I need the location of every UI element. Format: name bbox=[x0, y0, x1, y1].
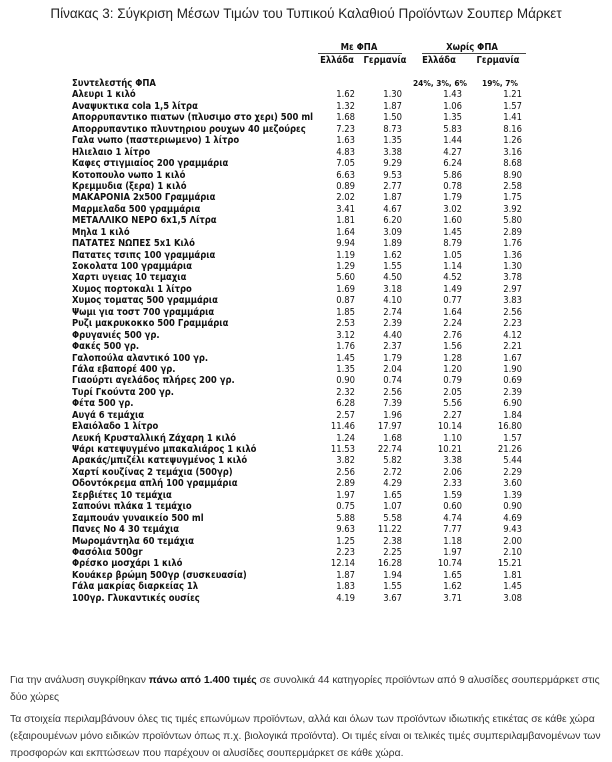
product-name: Απορρυπαντικο πλυντηριου ρουχων 40 μεζούρες bbox=[72, 123, 306, 135]
table-row bbox=[70, 364, 544, 375]
price-greece-vat: 2.56 bbox=[336, 466, 355, 478]
price-germany-vat: 3.67 bbox=[383, 592, 402, 604]
product-name: Απορρυπαντικο πιατων (πλυσιμο στο χερι) 500 ml bbox=[72, 112, 314, 124]
price-greece-vat: 2.57 bbox=[336, 409, 355, 421]
product-name: Σοκολατα 100 γραμμάρια bbox=[72, 261, 193, 272]
price-greece-novat: 1.20 bbox=[443, 363, 462, 375]
price-germany-vat: 2.56 bbox=[383, 386, 402, 398]
table-row bbox=[70, 581, 544, 592]
price-greece-vat: 0.90 bbox=[336, 375, 355, 387]
table-row bbox=[70, 547, 544, 558]
price-germany-vat: 2.77 bbox=[383, 180, 402, 192]
table-row bbox=[70, 421, 544, 432]
price-greece-novat: 4.52 bbox=[443, 272, 462, 284]
group-underline-without-vat bbox=[422, 53, 526, 54]
product-name: Οδοντόκρεμα απλή 100 γραμμάρια bbox=[72, 478, 238, 490]
price-germany-vat: 2.04 bbox=[383, 363, 402, 375]
price-greece-novat: 8.79 bbox=[443, 238, 462, 250]
product-name: Λευκή Κρυσταλλική Ζάχαρη 1 κιλό bbox=[72, 432, 237, 444]
table-row bbox=[70, 112, 544, 123]
price-greece-novat: 1.45 bbox=[443, 226, 462, 238]
price-germany-novat: 16.80 bbox=[497, 421, 522, 433]
price-germany-vat: 22.74 bbox=[377, 444, 402, 455]
price-greece-novat: 2.05 bbox=[443, 386, 462, 398]
product-name: Κοτοπουλο νωπο 1 κιλό bbox=[72, 169, 186, 181]
product-name: Κρεμμυδια (ξερα) 1 κιλό bbox=[72, 180, 187, 192]
table-row bbox=[70, 593, 544, 604]
price-germany-novat: 8.68 bbox=[503, 158, 522, 170]
price-greece-vat: 1.19 bbox=[336, 249, 355, 261]
table-row bbox=[70, 307, 544, 318]
price-germany-vat: 11.22 bbox=[377, 524, 402, 536]
table-row bbox=[70, 284, 544, 295]
product-name: Ψάρι κατεψυγμένο μπακαλιάρος 1 κιλό bbox=[72, 444, 257, 455]
table-row bbox=[70, 375, 544, 386]
table-row bbox=[70, 192, 544, 203]
price-greece-novat: 0.79 bbox=[443, 375, 462, 387]
vat-rate-germany: 19%, 7% bbox=[482, 78, 518, 88]
table-row bbox=[70, 101, 544, 112]
price-greece-novat: 1.59 bbox=[443, 489, 462, 501]
product-name: Πανες Νο 4 30 τεμάχια bbox=[72, 524, 180, 536]
price-germany-novat: 3.60 bbox=[503, 478, 522, 490]
price-greece-novat: 2.24 bbox=[443, 318, 462, 330]
product-name: Μωρομάντηλα 60 τεμάχια bbox=[72, 535, 195, 547]
price-greece-novat: 5.86 bbox=[443, 169, 462, 181]
price-germany-novat: 2.56 bbox=[503, 306, 522, 318]
price-germany-novat: 1.36 bbox=[503, 249, 522, 261]
price-germany-novat: 2.97 bbox=[503, 283, 522, 295]
table-row bbox=[70, 570, 544, 581]
price-greece-vat: 5.60 bbox=[336, 272, 355, 284]
price-germany-vat: 2.72 bbox=[383, 466, 402, 478]
product-name: Φακές 500 γρ. bbox=[72, 341, 140, 353]
price-greece-vat: 1.64 bbox=[336, 226, 355, 238]
table-row bbox=[70, 170, 544, 181]
table-row bbox=[70, 558, 544, 569]
price-greece-vat: 1.69 bbox=[336, 283, 355, 295]
price-germany-vat: 1.94 bbox=[383, 569, 402, 581]
table-row bbox=[70, 227, 544, 238]
product-name: ΠΑΤΑΤΕΣ ΝΩΠΕΣ 5x1 Κιλό bbox=[72, 238, 195, 250]
price-greece-novat: 1.64 bbox=[443, 306, 462, 318]
price-germany-novat: 1.39 bbox=[503, 489, 522, 501]
price-germany-novat: 2.58 bbox=[503, 180, 522, 192]
price-greece-vat: 1.83 bbox=[336, 581, 355, 593]
price-greece-vat: 2.53 bbox=[336, 318, 355, 330]
product-name: Σαπούνι πλάκα 1 τεμάχιο bbox=[72, 501, 192, 513]
product-name: Χαρτι υγειας 10 τεμαχια bbox=[72, 272, 187, 284]
table-row bbox=[70, 89, 544, 100]
price-greece-novat: 1.44 bbox=[443, 135, 462, 147]
price-germany-vat: 4.10 bbox=[383, 295, 402, 307]
price-greece-novat: 0.78 bbox=[443, 180, 462, 192]
price-greece-vat: 1.68 bbox=[336, 112, 355, 124]
price-germany-vat: 1.87 bbox=[383, 192, 402, 204]
price-greece-vat: 1.62 bbox=[336, 89, 355, 101]
price-greece-novat: 3.38 bbox=[443, 455, 462, 467]
product-name: Γάλα εβαπορέ 400 γρ. bbox=[72, 363, 176, 375]
price-greece-novat: 1.97 bbox=[443, 546, 462, 558]
price-germany-novat: 2.23 bbox=[503, 318, 522, 330]
price-greece-vat: 0.75 bbox=[336, 501, 355, 513]
price-germany-vat: 4.40 bbox=[383, 329, 402, 341]
price-germany-vat: 4.67 bbox=[383, 203, 402, 215]
product-name: Ρυζι μακρυκοκκο 500 Γραμμάρια bbox=[72, 318, 229, 330]
product-name: Κουάκερ βρώμη 500γρ (συσκευασία) bbox=[72, 569, 247, 581]
price-greece-vat: 1.35 bbox=[336, 363, 355, 375]
price-germany-novat: 2.00 bbox=[503, 535, 522, 547]
price-germany-novat: 1.57 bbox=[503, 432, 522, 444]
table-row bbox=[70, 455, 544, 466]
price-greece-vat: 12.14 bbox=[330, 558, 355, 570]
price-germany-vat: 2.38 bbox=[383, 535, 402, 547]
price-greece-vat: 4.19 bbox=[336, 592, 355, 604]
price-greece-vat: 1.87 bbox=[336, 569, 355, 581]
price-germany-vat: 1.68 bbox=[383, 432, 402, 444]
product-name: Σερβιέτες 10 τεμάχια bbox=[72, 489, 172, 501]
table-row bbox=[70, 181, 544, 192]
price-greece-vat: 2.32 bbox=[336, 386, 355, 398]
table-body bbox=[70, 89, 544, 604]
price-greece-novat: 1.14 bbox=[443, 261, 462, 272]
price-greece-novat: 4.27 bbox=[443, 146, 462, 158]
price-germany-vat: 2.74 bbox=[383, 306, 402, 318]
price-greece-vat: 1.45 bbox=[336, 352, 355, 364]
table-row bbox=[70, 478, 544, 489]
price-germany-novat: 8.16 bbox=[503, 123, 522, 135]
price-germany-novat: 3.08 bbox=[503, 592, 522, 604]
price-germany-vat: 5.82 bbox=[383, 455, 402, 467]
group-header-without-vat: Χωρίς ΦΠΑ bbox=[446, 42, 498, 53]
table-header bbox=[70, 42, 544, 78]
price-greece-novat: 10.21 bbox=[437, 444, 462, 455]
price-germany-novat: 6.90 bbox=[503, 398, 522, 410]
col-header-greece-vat: Ελλάδα bbox=[320, 55, 354, 66]
paragraph-analysis-text-1: Για την ανάλυση συγκρίθηκαν bbox=[10, 675, 149, 686]
col-header-greece-novat: Ελλάδα bbox=[422, 55, 456, 66]
table-title: Πίνακας 3: Σύγκριση Μέσων Τιμών του Τυπικού Καλαθιού Προϊόντων Σουπερ Μάρκετ bbox=[50, 6, 562, 21]
price-germany-novat: 1.26 bbox=[503, 135, 522, 147]
price-greece-novat: 1.28 bbox=[443, 352, 462, 364]
price-greece-vat: 1.63 bbox=[336, 135, 355, 147]
paragraph-analysis-bold: πάνω από 1.400 τιμές bbox=[148, 675, 257, 686]
table-row bbox=[70, 387, 544, 398]
price-germany-vat: 3.09 bbox=[383, 226, 402, 238]
paragraph-analysis bbox=[10, 672, 602, 706]
price-germany-vat: 1.96 bbox=[383, 409, 402, 421]
table-row bbox=[70, 330, 544, 341]
price-greece-vat: 0.89 bbox=[336, 180, 355, 192]
price-table bbox=[70, 42, 544, 604]
price-greece-novat: 2.76 bbox=[443, 329, 462, 341]
price-greece-novat: 5.56 bbox=[443, 398, 462, 410]
price-greece-novat: 1.49 bbox=[443, 283, 462, 295]
product-name: Φρέσκο μοσχάρι 1 κιλό bbox=[72, 558, 183, 570]
price-germany-vat: 1.55 bbox=[383, 261, 402, 272]
product-name: 100γρ. Γλυκαντικές ουσίες bbox=[72, 592, 200, 604]
table-row bbox=[70, 398, 544, 409]
product-name: Γάλα μακρίας διαρκείας 1λ bbox=[72, 581, 199, 593]
price-germany-vat: 3.18 bbox=[383, 283, 402, 295]
table-row bbox=[70, 147, 544, 158]
price-greece-novat: 1.35 bbox=[443, 112, 462, 124]
price-greece-novat: 5.83 bbox=[443, 123, 462, 135]
price-greece-vat: 3.82 bbox=[336, 455, 355, 467]
table-row bbox=[70, 410, 544, 421]
price-greece-novat: 0.60 bbox=[443, 501, 462, 513]
group-header-with-vat: Με ΦΠΑ bbox=[340, 42, 378, 53]
table-row bbox=[70, 158, 544, 169]
price-germany-novat: 1.21 bbox=[503, 89, 522, 101]
product-name: Μηλα 1 κιλό bbox=[72, 226, 130, 238]
price-greece-vat: 7.23 bbox=[336, 123, 355, 135]
price-germany-novat: 1.67 bbox=[503, 352, 522, 364]
price-germany-vat: 8.73 bbox=[383, 123, 402, 135]
price-greece-vat: 11.53 bbox=[330, 444, 355, 455]
table-row bbox=[70, 341, 544, 352]
product-name: ΜΕΤΑΛΛΙΚΟ ΝΕΡΟ 6x1,5 Λίτρα bbox=[72, 215, 217, 227]
price-greece-vat: 7.05 bbox=[336, 158, 355, 170]
price-germany-novat: 3.16 bbox=[503, 146, 522, 158]
table-row bbox=[70, 250, 544, 261]
table-row bbox=[70, 513, 544, 524]
price-germany-vat: 3.38 bbox=[383, 146, 402, 158]
price-germany-vat: 1.87 bbox=[383, 100, 402, 112]
price-germany-vat: 4.29 bbox=[383, 478, 402, 490]
price-germany-novat: 9.43 bbox=[503, 524, 522, 536]
price-greece-vat: 1.97 bbox=[336, 489, 355, 501]
price-germany-novat: 0.69 bbox=[503, 375, 522, 387]
product-name: Αυγά 6 τεμάχια bbox=[72, 409, 145, 421]
table-row bbox=[70, 238, 544, 249]
price-germany-novat: 3.92 bbox=[503, 203, 522, 215]
price-germany-novat: 1.57 bbox=[503, 100, 522, 112]
product-name: Αναψυκτικα cola 1,5 λίτρα bbox=[72, 100, 198, 112]
price-greece-novat: 10.74 bbox=[437, 558, 462, 570]
price-greece-novat: 1.43 bbox=[443, 89, 462, 101]
vat-rate-row bbox=[70, 78, 544, 89]
product-name: Χυμος τοματας 500 γραμμάρια bbox=[72, 295, 218, 307]
price-germany-vat: 1.55 bbox=[383, 581, 402, 593]
price-greece-vat: 11.46 bbox=[330, 421, 355, 433]
price-greece-vat: 2.02 bbox=[336, 192, 355, 204]
product-name: Φρυγανιές 500 γρ. bbox=[72, 329, 160, 341]
paragraph-details: Τα στοιχεία περιλαμβάνουν όλες τις τιμές επωνύμων προϊόντων, αλλά και όλων των προϊόντων ιδιωτικής ετικέτας σε κάθε χώρα (εξαιρουμένων μόνο ειδικών προϊόντων όπως π.χ. βιολογικά προϊόντα). Οι τιμές είναι οι τελικές τιμές συμπεριλαμβανομένων των προσφορών και εκπτώσεων που παρέχουν οι αλυσίδες σουπερμάρκετ σε κάθε χώρα. bbox=[10, 714, 601, 759]
price-germany-vat: 16.28 bbox=[377, 558, 402, 570]
price-greece-novat: 1.56 bbox=[443, 341, 462, 353]
price-germany-novat: 1.76 bbox=[503, 238, 522, 250]
price-germany-novat: 1.90 bbox=[503, 363, 522, 375]
price-germany-novat: 0.90 bbox=[503, 501, 522, 513]
price-germany-novat: 2.39 bbox=[503, 386, 522, 398]
price-greece-novat: 4.74 bbox=[443, 512, 462, 524]
price-greece-vat: 3.12 bbox=[336, 329, 355, 341]
price-germany-vat: 7.39 bbox=[383, 398, 402, 410]
col-header-germany-novat: Γερμανία bbox=[476, 55, 520, 66]
product-name: Φέτα 500 γρ. bbox=[72, 398, 134, 410]
product-name: Ελαιόλαδο 1 λίτρο bbox=[72, 421, 159, 433]
product-name: Χυμος πορτοκαλι 1 λίτρο bbox=[72, 283, 192, 295]
price-greece-vat: 9.63 bbox=[336, 524, 355, 536]
price-greece-novat: 2.27 bbox=[443, 409, 462, 421]
product-name: Πατατες τσιπς 100 γραμμάρια bbox=[72, 249, 216, 261]
product-name: Σαμπουάν γυναικείο 500 ml bbox=[72, 512, 204, 524]
price-greece-vat: 1.76 bbox=[336, 341, 355, 353]
price-germany-vat: 9.53 bbox=[383, 169, 402, 181]
price-germany-vat: 1.65 bbox=[383, 489, 402, 501]
price-germany-novat: 8.90 bbox=[503, 169, 522, 181]
price-greece-novat: 10.14 bbox=[437, 421, 462, 433]
table-row bbox=[70, 295, 544, 306]
price-germany-novat: 2.29 bbox=[503, 466, 522, 478]
product-name: Ηλιελαιο 1 λίτρο bbox=[72, 146, 151, 158]
price-greece-novat: 0.77 bbox=[443, 295, 462, 307]
product-name: Καφες στιγμιαίος 200 γραμμάρια bbox=[72, 158, 229, 170]
price-greece-vat: 1.24 bbox=[336, 432, 355, 444]
price-greece-novat: 2.06 bbox=[443, 466, 462, 478]
table-row bbox=[70, 536, 544, 547]
price-greece-vat: 6.63 bbox=[336, 169, 355, 181]
price-greece-novat: 1.65 bbox=[443, 569, 462, 581]
price-germany-vat: 0.74 bbox=[383, 375, 402, 387]
price-germany-novat: 1.41 bbox=[503, 112, 522, 124]
price-germany-vat: 2.25 bbox=[383, 546, 402, 558]
vat-rate-label: Συντελεστής ΦΠΑ bbox=[72, 78, 156, 89]
price-germany-vat: 1.50 bbox=[383, 112, 402, 124]
table-row bbox=[70, 135, 544, 146]
price-germany-novat: 1.84 bbox=[503, 409, 522, 421]
price-greece-novat: 3.71 bbox=[443, 592, 462, 604]
price-germany-novat: 1.30 bbox=[503, 261, 522, 272]
price-germany-vat: 4.50 bbox=[383, 272, 402, 284]
price-greece-novat: 2.33 bbox=[443, 478, 462, 490]
table-row bbox=[70, 524, 544, 535]
price-germany-novat: 3.78 bbox=[503, 272, 522, 284]
table-row bbox=[70, 124, 544, 135]
table-row bbox=[70, 501, 544, 512]
price-greece-vat: 3.41 bbox=[336, 203, 355, 215]
price-greece-novat: 7.77 bbox=[443, 524, 462, 536]
paragraph-analysis-text-2: σε συνολικά 44 κατηγορίες προϊόντων από 9 αλυσίδες σουπερμάρκετ στις δύο χώρες bbox=[10, 675, 600, 703]
price-greece-vat: 0.87 bbox=[336, 295, 355, 307]
table-row bbox=[70, 490, 544, 501]
price-germany-novat: 5.80 bbox=[503, 215, 522, 227]
table-row bbox=[70, 215, 544, 226]
price-germany-novat: 5.44 bbox=[503, 455, 522, 467]
price-greece-vat: 2.89 bbox=[336, 478, 355, 490]
price-germany-vat: 1.89 bbox=[383, 238, 402, 250]
price-greece-novat: 6.24 bbox=[443, 158, 462, 170]
price-germany-novat: 1.45 bbox=[503, 581, 522, 593]
product-name: Χαρτί κουζίνας 2 τεμάχια (500γρ) bbox=[72, 466, 233, 478]
price-germany-novat: 2.89 bbox=[503, 226, 522, 238]
price-germany-vat: 17.97 bbox=[377, 421, 402, 433]
product-name: Μαρμελαδα 500 γραμμάρια bbox=[72, 203, 201, 215]
table-row bbox=[70, 467, 544, 478]
price-germany-vat: 6.20 bbox=[383, 215, 402, 227]
product-name: ΜΑΚΑΡΟΝΙΑ 2x500 Γραμμάρια bbox=[72, 192, 216, 204]
price-germany-vat: 2.37 bbox=[383, 341, 402, 353]
price-greece-novat: 1.62 bbox=[443, 581, 462, 593]
table-row bbox=[70, 272, 544, 283]
price-germany-vat: 2.39 bbox=[383, 318, 402, 330]
price-germany-vat: 1.30 bbox=[383, 89, 402, 101]
price-greece-vat: 1.85 bbox=[336, 306, 355, 318]
table-row bbox=[70, 353, 544, 364]
price-greece-novat: 1.06 bbox=[443, 100, 462, 112]
vat-rate-greece: 24%, 3%, 6% bbox=[412, 78, 468, 88]
table-row bbox=[70, 444, 544, 455]
product-name: Αρακάς/μπιζέλι κατεψυγμένος 1 κιλό bbox=[72, 455, 248, 467]
price-germany-novat: 1.75 bbox=[503, 192, 522, 204]
price-greece-vat: 2.23 bbox=[336, 546, 355, 558]
price-germany-novat: 2.21 bbox=[503, 341, 522, 353]
price-germany-vat: 1.35 bbox=[383, 135, 402, 147]
table-row bbox=[70, 433, 544, 444]
price-germany-novat: 15.21 bbox=[497, 558, 522, 570]
price-greece-novat: 1.10 bbox=[443, 432, 462, 444]
group-underline-with-vat bbox=[318, 53, 402, 54]
price-greece-novat: 1.18 bbox=[443, 535, 462, 547]
price-greece-vat: 9.94 bbox=[336, 238, 355, 250]
price-germany-vat: 9.29 bbox=[383, 158, 402, 170]
product-name: Αλευρι 1 κιλό bbox=[72, 89, 136, 101]
price-germany-novat: 4.69 bbox=[503, 512, 522, 524]
price-greece-novat: 1.60 bbox=[443, 215, 462, 227]
price-germany-novat: 1.81 bbox=[503, 569, 522, 581]
price-greece-novat: 1.05 bbox=[443, 249, 462, 261]
product-name: Γαλοπούλα αλαντικό 100 γρ. bbox=[72, 352, 209, 364]
col-header-germany-vat: Γερμανία bbox=[363, 55, 407, 66]
price-greece-vat: 1.29 bbox=[336, 261, 355, 272]
price-germany-novat: 2.10 bbox=[503, 546, 522, 558]
price-greece-novat: 1.79 bbox=[443, 192, 462, 204]
price-greece-vat: 5.88 bbox=[336, 512, 355, 524]
price-greece-novat: 3.02 bbox=[443, 203, 462, 215]
price-germany-novat: 21.26 bbox=[497, 444, 522, 455]
price-germany-novat: 3.83 bbox=[503, 295, 522, 307]
table-row bbox=[70, 204, 544, 215]
price-greece-vat: 1.81 bbox=[336, 215, 355, 227]
product-name: Γαλα νωπο (παστεριωμενο) 1 λίτρο bbox=[72, 135, 240, 147]
price-greece-vat: 1.32 bbox=[336, 100, 355, 112]
product-name: Τυρί Γκούντα 200 γρ. bbox=[72, 386, 174, 398]
price-greece-vat: 1.25 bbox=[336, 535, 355, 547]
product-name: Φασόλια 500gr bbox=[72, 546, 143, 558]
price-germany-vat: 1.62 bbox=[383, 249, 402, 261]
price-germany-novat: 4.12 bbox=[503, 329, 522, 341]
product-name: Ψωμι για τοστ 700 γραμμάρια bbox=[72, 306, 215, 318]
table-row bbox=[70, 261, 544, 272]
price-germany-vat: 1.07 bbox=[383, 501, 402, 513]
product-name: Γιαούρτι αγελάδος πλήρες 200 γρ. bbox=[72, 375, 235, 387]
table-row bbox=[70, 318, 544, 329]
price-germany-vat: 5.58 bbox=[383, 512, 402, 524]
price-greece-vat: 4.83 bbox=[336, 146, 355, 158]
price-greece-vat: 6.28 bbox=[336, 398, 355, 410]
price-germany-vat: 1.79 bbox=[383, 352, 402, 364]
